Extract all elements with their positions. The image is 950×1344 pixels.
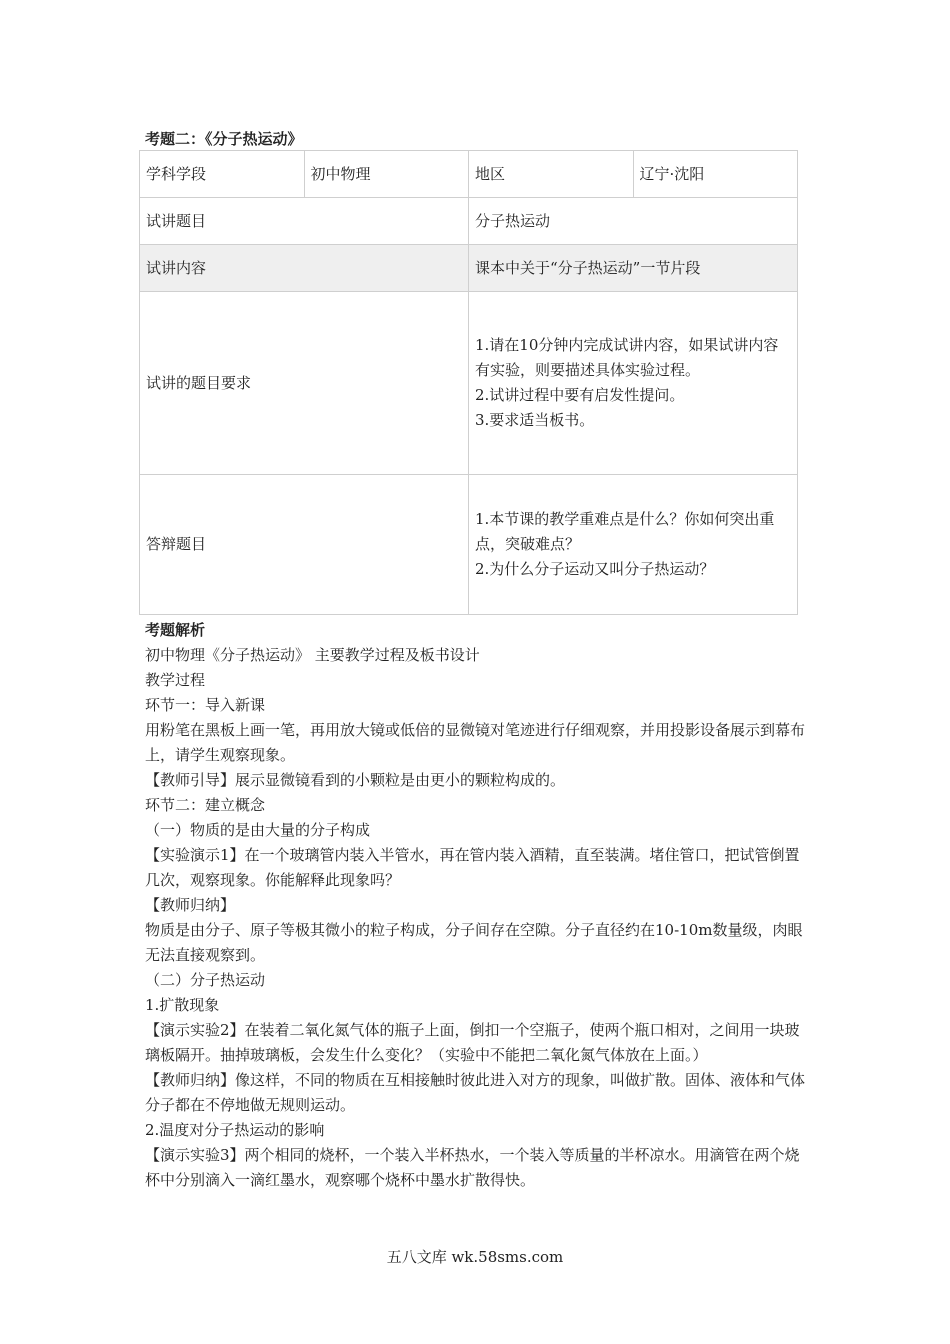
defense-list [469, 475, 798, 615]
footer-watermark: 五八文库 wk.58sms.com [386, 1248, 564, 1266]
paragraph: 用粉笔在黑板上画一笔，再用放大镜或低倍的显微镜对笔迹进行仔细观察，并用投影设备展示到幕布上，请学生观察现象。 [145, 721, 806, 764]
paragraph: 【教师引导】展示显微镜看到的小颗粒是由更小的颗粒构成的。 [145, 771, 566, 789]
paragraph: 【演示实验2】在装着二氧化氮气体的瓶子上面，倒扣一个空瓶子，使两个瓶口相对，之间用一块玻璃板隔开。抽掉玻璃板，会发生什么变化？（实验中不能把二氧化氮气体放在上面。） [145, 1021, 800, 1064]
paragraph: （二）分子热运动 [145, 971, 266, 989]
content-label: 试讲内容 [140, 245, 469, 292]
paragraph: 【教师归纳】像这样，不同的物质在互相接触时彼此进入对方的现象，叫做扩散。固体、液体和气体分子都在不停地做无规则运动。 [145, 1071, 806, 1114]
content-value: 课本中关于“分子热运动”一节片段 [469, 245, 798, 292]
exam-info-table [139, 150, 798, 615]
requirement-item: 2.试讲过程中要有启发性提问。 [475, 386, 685, 404]
paragraph: 环节一：导入新课 [145, 696, 266, 714]
requirement-item: 3.要求适当板书。 [475, 411, 595, 429]
topic-value: 分子热运动 [469, 198, 798, 245]
paragraph: 2.温度对分子热运动的影响 [145, 1121, 325, 1139]
requirement-item: 1.请在10分钟内完成试讲内容，如果试讲内容有实验，则要描述具体实验过程。 [475, 336, 779, 379]
requirements-label: 试讲的题目要求 [140, 292, 469, 475]
requirements-list [469, 292, 798, 475]
paragraph: 【实验演示1】在一个玻璃管内装入半管水，再在管内装入酒精，直至装满。堵住管口，把试管倒置几次，观察现象。你能解释此现象吗？ [145, 846, 800, 889]
paragraph: 教学过程 [145, 671, 206, 689]
table-row [140, 245, 798, 292]
subject-label: 学科学段 [140, 151, 305, 198]
table-row [140, 292, 798, 475]
region-value: 辽宁·沈阳 [633, 151, 798, 198]
region-label: 地区 [469, 151, 634, 198]
paragraph: 1.扩散现象 [145, 996, 220, 1014]
paragraph: 环节二：建立概念 [145, 796, 266, 814]
table-row [140, 198, 798, 245]
paragraph: 【教师归纳】 [145, 896, 236, 914]
exam-title: 考题二：《分子热运动》 [145, 130, 303, 148]
table-row [140, 475, 798, 615]
defense-item: 1.本节课的教学重难点是什么？你如何突出重点，突破难点？ [475, 510, 775, 553]
table-row [140, 151, 798, 198]
analysis-section [145, 618, 807, 1193]
topic-label: 试讲题目 [140, 198, 469, 245]
paragraph: 初中物理《分子热运动》 主要教学过程及板书设计 [145, 646, 480, 664]
paragraph: 【演示实验3】两个相同的烧杯，一个装入半杯热水，一个装入等质量的半杯凉水。用滴管在两个烧杯中分别滴入一滴红墨水，观察哪个烧杯中墨水扩散得快。 [145, 1146, 800, 1189]
subject-value: 初中物理 [304, 151, 469, 198]
paragraph: 物质是由分子、原子等极其微小的粒子构成，分子间存在空隙。分子直径约在10-10m数量级，肉眼无法直接观察到。 [145, 921, 803, 964]
paragraph: （一）物质的是由大量的分子构成 [145, 821, 371, 839]
analysis-heading: 考题解析 [145, 621, 206, 639]
defense-item: 2.为什么分子运动又叫分子热运动？ [475, 560, 715, 578]
defense-label: 答辩题目 [140, 475, 469, 615]
